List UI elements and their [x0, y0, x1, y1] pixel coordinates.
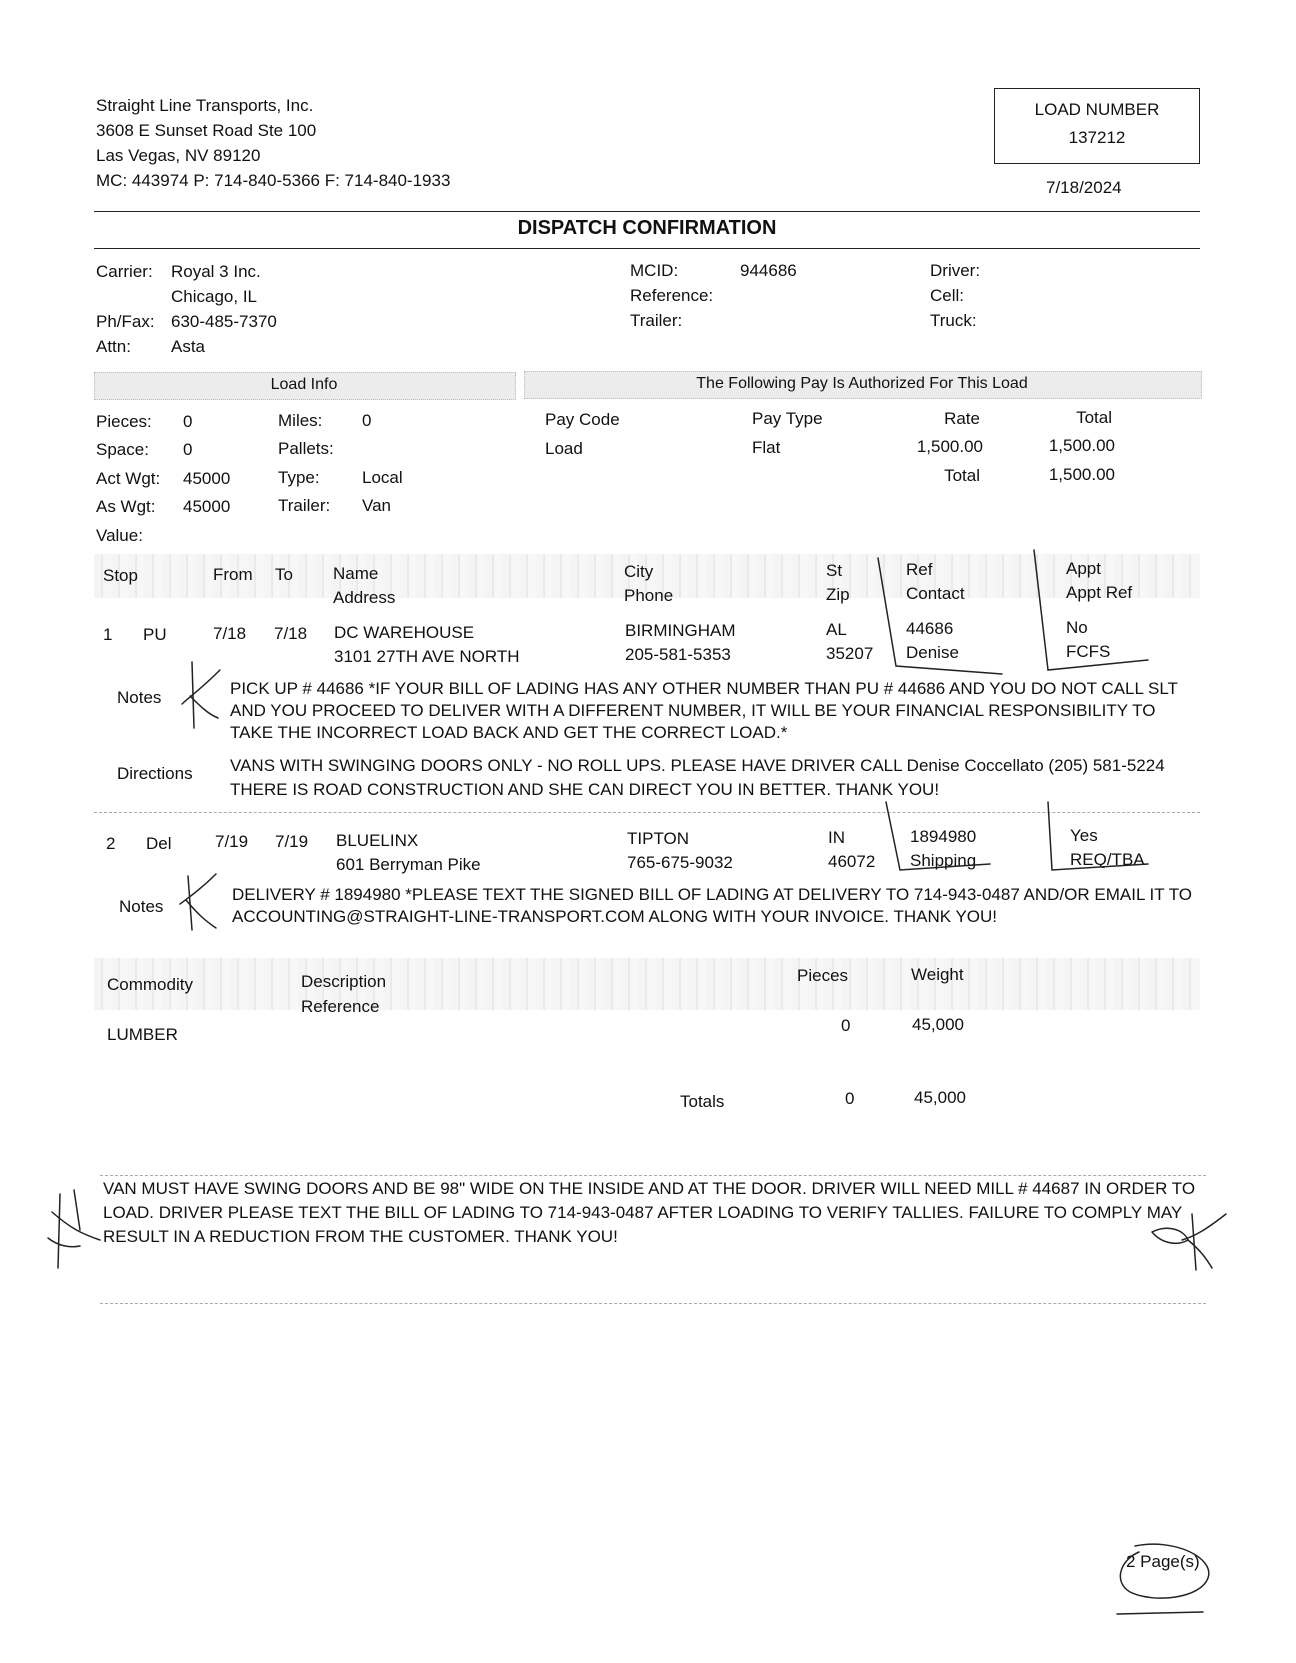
pieces-col: Pieces	[797, 966, 849, 985]
stop1-directions-label: Directions	[117, 764, 193, 783]
stop1-contact: Denise	[906, 643, 959, 662]
stop2-contact: Shipping	[910, 851, 977, 870]
stop1-from: 7/18	[213, 624, 247, 643]
stops-col-appt-ref: Appt Ref	[1066, 583, 1133, 602]
reference-col: Reference	[301, 997, 380, 1016]
stop2-city: TIPTON	[627, 829, 690, 848]
stops-col-to: To	[275, 565, 293, 584]
pieces-label: Pieces:	[96, 412, 152, 431]
totals-pieces: 0	[845, 1089, 855, 1108]
miles-value: 0	[362, 411, 372, 430]
stop2-notes-label: Notes	[119, 897, 164, 916]
space-value: 0	[183, 440, 193, 459]
stop1-appt: No	[1066, 618, 1088, 637]
stops-col-st: St	[826, 561, 843, 580]
stop2-phone: 765-675-9032	[627, 853, 733, 872]
load-number-label: LOAD NUMBER	[1034, 100, 1160, 119]
divider-stop2	[94, 812, 1200, 813]
stop2-ref: 1894980	[910, 827, 977, 846]
stops-col-city: City	[624, 562, 654, 581]
stop1-phone: 205-581-5353	[625, 645, 731, 664]
commodity-weight: 45,000	[912, 1015, 964, 1034]
miles-label: Miles:	[278, 411, 323, 430]
handwritten-initials	[1148, 1210, 1228, 1272]
company-address-line2: Las Vegas, NV 89120	[96, 146, 261, 165]
stop2-address: 601 Berryman Pike	[336, 855, 481, 874]
commodity-col: Commodity	[107, 975, 193, 994]
phfax-value: 630-485-7370	[171, 312, 277, 331]
truck-label: Truck:	[930, 311, 977, 330]
stop2-num: 2	[106, 834, 116, 853]
load-info-header: Load Info	[270, 376, 338, 393]
company-name: Straight Line Transports, Inc.	[96, 96, 314, 115]
pay-row-type: Flat	[752, 438, 781, 457]
handwritten-bracket	[1030, 548, 1150, 673]
commodity-header-shade	[94, 958, 1200, 1010]
cell-label: Cell:	[930, 286, 965, 305]
handwritten-check-mark	[176, 872, 220, 932]
totals-label: Totals	[680, 1092, 725, 1111]
mcid-value: 944686	[740, 261, 797, 280]
stop2-from: 7/19	[215, 832, 249, 851]
pallets-label: Pallets:	[278, 439, 334, 458]
stop1-st: AL	[826, 620, 847, 639]
company-contact: MC: 443974 P: 714-840-5366 F: 714-840-1933	[96, 171, 451, 190]
handwritten-bracket	[1040, 800, 1152, 872]
driver-label: Driver:	[930, 261, 981, 280]
handwritten-check-mark	[180, 660, 220, 730]
aswgt-value: 45000	[183, 497, 231, 516]
stop1-city: BIRMINGHAM	[625, 621, 736, 640]
load-number: 137212	[1068, 128, 1126, 147]
handwritten-bracket	[876, 556, 1006, 676]
stop2-notes: DELIVERY # 1894980 *PLEASE TEXT THE SIGNED BILL OF LADING AT DELIVERY TO 714-943-0487 AND/OR EMAIL IT TO ACCOUNTING@STRAIGHT-LINE-TRANSPORT.COM ALONG WITH YOUR INVOICE. THANK YOU!	[232, 885, 1193, 926]
carrier-name: Royal 3 Inc.	[171, 262, 261, 281]
handwritten-check-mark	[40, 1188, 106, 1270]
stops-col-appt: Appt	[1066, 559, 1101, 578]
company-address-line1: 3608 E Sunset Road Ste 100	[96, 121, 317, 140]
stop1-zip: 35207	[826, 644, 874, 663]
stop1-directions: VANS WITH SWINGING DOORS ONLY - NO ROLL UPS. PLEASE HAVE DRIVER CALL Denise Coccellato (205) 581-5224 THERE IS ROAD CONSTRUCTION AND SHE CAN DIRECT YOU IN BETTER. THANK YOU!	[230, 756, 1165, 799]
stops-col-contact: Contact	[906, 584, 965, 603]
trailer-label: Trailer:	[630, 311, 683, 330]
divider-title	[94, 248, 1200, 249]
stop2-name: BLUELINX	[336, 831, 419, 850]
stops-col-name: Name	[333, 564, 379, 583]
stops-col-from: From	[213, 565, 253, 584]
stop1-ref: 44686	[906, 619, 954, 638]
totals-weight: 45,000	[914, 1088, 966, 1107]
stop1-appt-ref: FCFS	[1066, 642, 1111, 661]
pay-row-total: 1,500.00	[1048, 436, 1115, 455]
pay-row-code: Load	[545, 439, 583, 458]
pieces-value: 0	[183, 412, 193, 431]
phfax-label: Ph/Fax:	[96, 312, 155, 331]
stop1-name: DC WAREHOUSE	[334, 623, 475, 642]
pay-col-code: Pay Code	[545, 410, 620, 429]
pay-header: The Following Pay Is Authorized For This Load	[696, 375, 1028, 392]
stops-col-ref: Ref	[906, 560, 933, 579]
stops-col-stop: Stop	[103, 566, 138, 585]
stop2-appt-ref: REQ/TBA	[1070, 850, 1145, 869]
commodity-item: LUMBER	[107, 1025, 178, 1044]
type-label: Type:	[278, 468, 320, 487]
pay-total-value: 1,500.00	[1048, 465, 1115, 484]
handwritten-bracket	[882, 800, 994, 872]
pay-col-rate: Rate	[944, 409, 980, 428]
stop1-type: PU	[143, 625, 167, 644]
footer-note-top	[100, 1175, 1206, 1176]
reference-label: Reference:	[630, 286, 714, 305]
actwgt-value: 45000	[183, 469, 231, 488]
carrier-city: Chicago, IL	[171, 287, 257, 306]
stop2-type: Del	[146, 834, 172, 853]
page-count: 2 Page(s)	[1126, 1552, 1200, 1571]
aswgt-label: As Wgt:	[96, 497, 156, 516]
pay-col-total: Total	[1076, 408, 1112, 427]
page-count-circle	[1115, 1538, 1215, 1616]
pay-total-label: Total	[944, 466, 980, 485]
stop1-num: 1	[103, 625, 113, 644]
pay-row-rate: 1,500.00	[916, 437, 983, 456]
pay-col-type: Pay Type	[752, 409, 823, 428]
stop2-to: 7/19	[275, 832, 309, 851]
attn-value: Asta	[171, 337, 206, 356]
stop1-notes-label: Notes	[117, 688, 162, 707]
attn-label: Attn:	[96, 337, 131, 356]
carrier-label: Carrier:	[96, 262, 153, 281]
trailer-info-value: Van	[362, 496, 391, 515]
value-label: Value:	[96, 526, 143, 545]
description-col: Description	[301, 972, 387, 991]
stops-col-phone: Phone	[624, 586, 674, 605]
footer-note: VAN MUST HAVE SWING DOORS AND BE 98" WIDE ON THE INSIDE AND AT THE DOOR. DRIVER WILL NEED MILL # 44687 IN ORDER TO LOAD. DRIVER PLEASE TEXT THE BILL OF LADING TO 714-943-0487 AFTER LOADING TO VERIFY TALLIES. FAILURE TO COMPLY MAY RESULT IN A REDUCTION FROM THE CUSTOMER. THANK YOU!	[103, 1179, 1196, 1246]
type-value: Local	[362, 468, 403, 487]
stop1-notes: PICK UP # 44686 *IF YOUR BILL OF LADING HAS ANY OTHER NUMBER THAN PU # 44686 AND YOU DO NOT CALL SLT AND YOU PROCEED TO DELIVER WITH A DIFFERENT NUMBER, IT WILL BE YOUR FINANCIAL RESPONSIBILITY TO TAKE THE INCORRECT LOAD BACK AND GET THE CORRECT LOAD.*	[230, 679, 1178, 742]
commodity-pieces: 0	[841, 1016, 851, 1035]
stop2-appt: Yes	[1070, 826, 1098, 845]
stops-col-address: Address	[333, 588, 396, 607]
document-title: DISPATCH CONFIRMATION	[517, 217, 777, 239]
footer-note-bottom	[100, 1303, 1206, 1304]
stops-col-zip: Zip	[826, 585, 850, 604]
mcid-label: MCID:	[630, 261, 679, 280]
stop1-address: 3101 27TH AVE NORTH	[334, 647, 520, 666]
space-label: Space:	[96, 440, 149, 459]
weight-col: Weight	[911, 965, 964, 984]
divider-top	[94, 211, 1200, 212]
stop1-to: 7/18	[274, 624, 308, 643]
trailer-info-label: Trailer:	[278, 496, 331, 515]
stop2-st: IN	[828, 828, 845, 847]
load-date: 7/18/2024	[1046, 178, 1122, 197]
stop2-zip: 46072	[828, 852, 876, 871]
actwgt-label: Act Wgt:	[96, 469, 161, 488]
